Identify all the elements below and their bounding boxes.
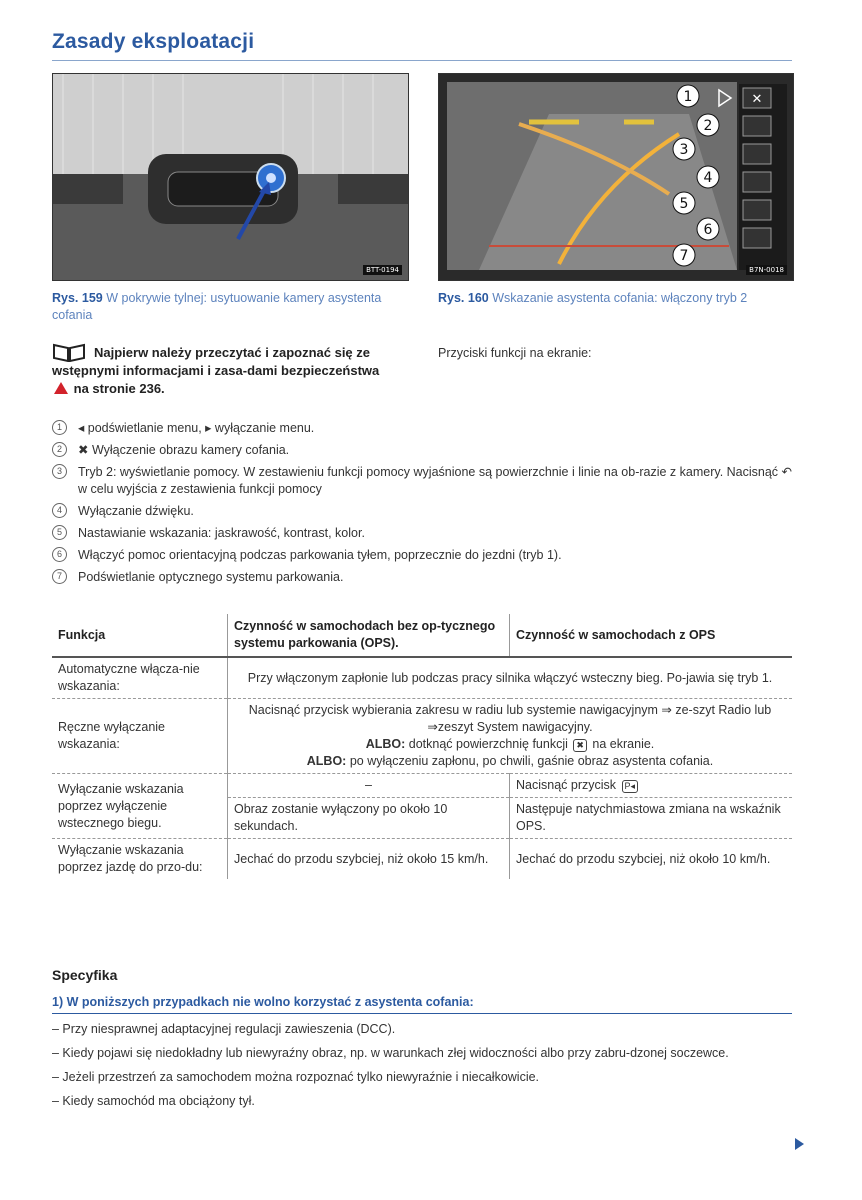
section-title: Specyfika bbox=[52, 967, 118, 983]
callout-number: 7 bbox=[679, 248, 689, 264]
figure-159-caption bbox=[52, 290, 407, 324]
item-text: Tryb 2: wyświetlanie pomocy. W zestawieniu funkcji pomocy wyjaśnione są powierzchnie i linie na ob-razie z kamery. Nacisnąć ↶ w celu wyjścia z zestawienia funkcji pomocy bbox=[78, 465, 792, 496]
manual-off-option-2 bbox=[234, 736, 786, 753]
notice-page-ref[interactable]: na stronie 236. bbox=[73, 381, 165, 396]
table-header-row bbox=[52, 614, 792, 657]
column-header: Funkcja bbox=[52, 614, 228, 657]
function-list bbox=[52, 420, 792, 591]
table-cell: – bbox=[228, 774, 510, 798]
function-table bbox=[52, 614, 792, 879]
table-cell bbox=[510, 774, 793, 798]
warning-heading: 1) W poniższych przypadkach nie wolno korzystać z asystenta cofania: bbox=[52, 995, 792, 1014]
list-item: – Kiedy samochód ma obciążony tył. bbox=[52, 1094, 255, 1108]
item-number: 2 bbox=[52, 442, 67, 457]
table-cell: Jechać do przodu szybciej, niż około 10 km/h. bbox=[510, 839, 793, 880]
intro-text: Przyciski funkcji na ekranie: bbox=[438, 346, 592, 360]
manual-off-option-3 bbox=[234, 753, 786, 770]
item-number: 3 bbox=[52, 464, 67, 479]
warning-list bbox=[52, 1021, 792, 1117]
list-item bbox=[52, 464, 792, 498]
title-divider bbox=[52, 60, 792, 61]
callout-number: 5 bbox=[679, 196, 689, 212]
next-page-arrow-icon[interactable] bbox=[795, 1138, 804, 1150]
figure-caption-text: W pokrywie tylnej: usytuowanie kamery asystenta cofania bbox=[52, 291, 382, 322]
table-row bbox=[52, 839, 792, 880]
item-number: 1 bbox=[52, 420, 67, 435]
close-icon: ✖ bbox=[573, 739, 587, 752]
table-row bbox=[52, 774, 792, 798]
item-number: 6 bbox=[52, 547, 67, 562]
callout-number: 1 bbox=[683, 89, 693, 105]
callout-5 bbox=[671, 190, 697, 221]
page-title: Zasady eksploatacji bbox=[52, 30, 255, 53]
list-item: – Przy niesprawnej adaptacyjnej regulacji zawieszenia (DCC). bbox=[52, 1022, 396, 1036]
callout-7 bbox=[671, 242, 697, 273]
figure-label: Rys. 159 bbox=[52, 291, 103, 305]
item-text: ◂ podświetlanie menu, ▸ wyłączanie menu. bbox=[78, 421, 315, 435]
callout-number: 2 bbox=[703, 118, 713, 134]
figure-tailgate-camera bbox=[52, 73, 409, 281]
item-number: 5 bbox=[52, 525, 67, 540]
table-row bbox=[52, 657, 792, 699]
figure-code: B7N-0018 bbox=[746, 265, 787, 275]
row-label: Automatyczne włącza-nie wskazania: bbox=[52, 657, 228, 699]
list-item bbox=[52, 525, 792, 542]
list-item bbox=[52, 569, 792, 586]
list-item bbox=[52, 503, 792, 520]
figure-label: Rys. 160 bbox=[438, 291, 489, 305]
manual-off-option-1: Nacisnąć przycisk wybierania zakresu w radiu lub systemie nawigacyjnym ⇒ ze-szyt Radio lub ⇒zeszyt System nawigacyjny. bbox=[248, 703, 772, 734]
callout-6 bbox=[695, 216, 721, 247]
ops-instruction: Nacisnąć przycisk bbox=[516, 778, 617, 792]
svg-text:✕: ✕ bbox=[751, 92, 763, 107]
table-cell: Obraz zostanie wyłączony po około 10 sekundach. bbox=[228, 798, 510, 839]
column-header: Czynność w samochodach z OPS bbox=[510, 614, 793, 657]
figure-camera-display bbox=[438, 73, 794, 281]
callout-number: 3 bbox=[679, 142, 689, 158]
notice-text: Najpierw należy przeczytać i zapoznać się ze wstępnymi informacjami i zasa-dami bezpieczeństwa bbox=[52, 345, 380, 378]
book-icon bbox=[52, 342, 86, 362]
callout-number: 6 bbox=[703, 222, 713, 238]
figure-code: BTT-0194 bbox=[363, 265, 402, 275]
figure-160-caption bbox=[438, 290, 792, 307]
callout-2 bbox=[695, 112, 721, 143]
callout-1 bbox=[675, 83, 701, 114]
item-text: Podświetlanie optycznego systemu parkowania. bbox=[78, 570, 344, 584]
callout-4 bbox=[695, 164, 721, 195]
list-item: – Kiedy pojawi się niedokładny lub niewyraźny obraz, np. w warunkach złej widoczności albo przy zabru-dzonej soczewce. bbox=[52, 1046, 729, 1060]
table-cell: Przy włączonym zapłonie lub podczas pracy silnika włączyć wsteczny bieg. Po-jawia się tryb 1. bbox=[228, 657, 793, 699]
row-label: Ręczne wyłączanie wskazania: bbox=[52, 699, 228, 774]
list-item bbox=[52, 420, 792, 437]
item-text: Nastawianie wskazania: jaskrawość, kontrast, kolor. bbox=[78, 526, 365, 540]
item-text: Włączyć pomoc orientacyjną podczas parkowania tyłem, poprzecznie do jezdni (tryb 1). bbox=[78, 548, 562, 562]
item-number: 7 bbox=[52, 569, 67, 584]
safety-notice bbox=[52, 342, 397, 398]
or-label: ALBO: bbox=[306, 754, 347, 768]
table-cell: Jechać do przodu szybciej, niż około 15 km/h. bbox=[228, 839, 510, 880]
rear-camera-screen bbox=[439, 74, 793, 280]
item-text: ✖ Wyłączenie obrazu kamery cofania. bbox=[78, 443, 290, 457]
list-item bbox=[52, 442, 792, 459]
parking-button-icon: P◂ bbox=[622, 780, 639, 793]
item-text: Wyłączanie dźwięku. bbox=[78, 504, 194, 518]
table-row bbox=[52, 699, 792, 774]
callout-number: 4 bbox=[703, 170, 713, 186]
or-label: ALBO: bbox=[365, 737, 406, 751]
tailgate-illustration bbox=[53, 74, 408, 280]
callout-3 bbox=[671, 136, 697, 167]
option-text-end: na ekranie. bbox=[592, 737, 655, 751]
list-item: – Jeżeli przestrzeń za samochodem można rozpoznać tylko niewyraźnie i niecałkowicie. bbox=[52, 1070, 540, 1084]
option-text: po wyłączeniu zapłonu, po chwili, gaśnie obraz asystenta cofania. bbox=[349, 754, 714, 768]
list-item bbox=[52, 547, 792, 564]
row-label: Wyłączanie wskazania poprzez jazdę do przo-du: bbox=[58, 843, 203, 874]
table-cell: Następuje natychmiastowa zmiana na wskaźnik OPS. bbox=[510, 798, 793, 839]
warning-icon bbox=[54, 382, 68, 394]
row-label: Wyłączanie wskazania poprzez wyłączenie wstecznego biegu. bbox=[52, 774, 228, 839]
option-text: dotknąć powierzchnię funkcji bbox=[408, 737, 568, 751]
item-number: 4 bbox=[52, 503, 67, 518]
figure-caption-text: Wskazanie asystenta cofania: włączony tryb 2 bbox=[492, 291, 748, 305]
column-header: Czynność w samochodach bez op-tycznego systemu parkowania (OPS). bbox=[228, 614, 510, 657]
table-cell bbox=[228, 699, 793, 774]
